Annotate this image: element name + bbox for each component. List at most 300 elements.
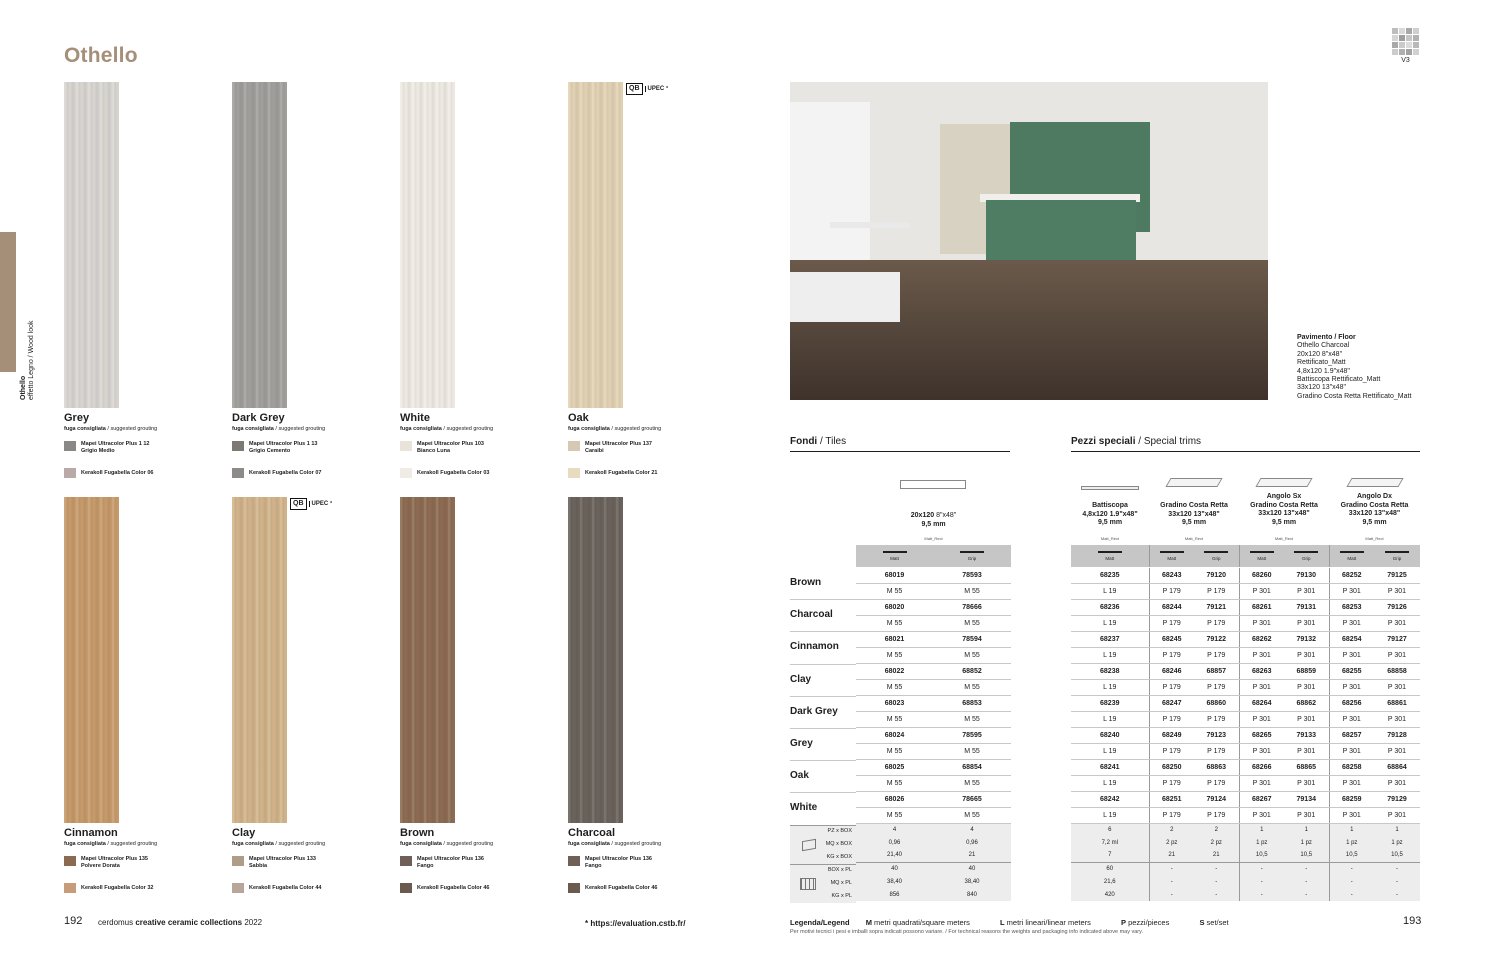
row-divider xyxy=(790,760,856,761)
product-code: 68246 xyxy=(1149,663,1194,679)
packing-row xyxy=(856,888,1011,901)
grip-finish-label: Grip xyxy=(967,555,977,561)
sales-unit: P 301 xyxy=(1239,647,1284,663)
legend-key: L xyxy=(1000,918,1005,927)
sales-unit: M 55 xyxy=(933,615,1011,631)
grip-finish-header xyxy=(1374,545,1420,567)
packing-value: 1 xyxy=(1239,823,1284,836)
grout-color-swatch xyxy=(232,468,244,478)
packing-row xyxy=(1071,875,1420,888)
color-row-label: Brown xyxy=(790,577,822,588)
table-row xyxy=(856,711,1011,727)
row-divider xyxy=(790,664,856,665)
grip-finish-icon xyxy=(1204,551,1228,555)
product-code: 79130 xyxy=(1284,567,1329,583)
product-code: 78665 xyxy=(933,791,1011,807)
product-code: 68264 xyxy=(1239,695,1284,711)
packing-row xyxy=(1071,862,1420,875)
product-code: 68242 xyxy=(1071,791,1149,807)
legend-key: P xyxy=(1120,918,1126,927)
sales-unit: P 301 xyxy=(1284,583,1329,599)
section-tab xyxy=(0,232,16,372)
grouting-note-en: / suggested grouting xyxy=(441,841,494,847)
sales-unit: L 19 xyxy=(1071,615,1149,631)
table-row xyxy=(856,727,1011,743)
table-row xyxy=(856,791,1011,807)
packing-row xyxy=(1071,849,1420,862)
packing-value: 10,5 xyxy=(1329,849,1374,862)
sales-unit: P 301 xyxy=(1284,807,1329,823)
trim-header xyxy=(1149,502,1239,528)
tile-name: Cinnamon xyxy=(64,827,118,839)
product-code: 79121 xyxy=(1194,599,1239,615)
step-shape-icon xyxy=(1346,478,1403,487)
sales-unit: P 301 xyxy=(1329,743,1374,759)
fondi-size: 20x120 xyxy=(910,512,935,519)
table-row xyxy=(856,759,1011,775)
grout-option-label: Kerakoll Fugabella Color 46 xyxy=(417,885,490,891)
tile-swatch-6 xyxy=(400,497,455,823)
row-divider xyxy=(790,792,856,793)
packing-value: 38,40 xyxy=(856,875,933,888)
product-code: 79120 xyxy=(1194,567,1239,583)
trims-title-bold: Pezzi speciali xyxy=(1071,436,1136,447)
sales-unit: P 301 xyxy=(1329,615,1374,631)
packing-divider xyxy=(790,864,856,865)
product-code: 68245 xyxy=(1149,631,1194,647)
tile-swatch-7 xyxy=(568,497,623,823)
packing-label: PZ x BOX xyxy=(827,828,852,834)
product-code: 68857 xyxy=(1194,663,1239,679)
grouting-note xyxy=(400,426,493,432)
sales-unit: L 19 xyxy=(1071,743,1149,759)
caption-line: Othello Charcoal xyxy=(1297,342,1350,350)
trim-corner: Angolo Dx xyxy=(1357,493,1392,500)
grout-option-label: Mapei Ultracolor Plus 136 Fango xyxy=(417,856,484,869)
packing-value: 10,5 xyxy=(1284,849,1329,862)
product-code: 78593 xyxy=(933,567,1011,583)
packing-value: 10,5 xyxy=(1374,849,1420,862)
packing-value: - xyxy=(1284,875,1329,888)
grout-option xyxy=(400,468,489,478)
sales-unit: L 19 xyxy=(1071,583,1149,599)
table-row xyxy=(856,583,1011,599)
sales-unit: P 301 xyxy=(1374,583,1420,599)
product-code: 68025 xyxy=(856,759,933,775)
trim-name: Gradino Costa Retta xyxy=(1160,502,1228,509)
trim-name: Gradino Costa Retta xyxy=(1250,501,1318,509)
product-code: 79127 xyxy=(1374,631,1420,647)
product-code: 79134 xyxy=(1284,791,1329,807)
tile-name: Clay xyxy=(232,827,256,839)
packing-label: KG x PL xyxy=(831,893,852,899)
product-code: 68239 xyxy=(1071,695,1149,711)
tile-swatch-1 xyxy=(232,82,287,408)
sales-unit: L 19 xyxy=(1071,679,1149,695)
trim-thickness: 9,5 mm xyxy=(1271,518,1297,526)
grout-option-label: Mapei Ultracolor Plus 1 12 Grigio Medio xyxy=(81,441,150,454)
packing-value: 38,40 xyxy=(933,875,1011,888)
grout-option-label: Kerakoll Fugabella Color 44 xyxy=(249,885,322,891)
grouting-note-en: / suggested grouting xyxy=(609,426,662,432)
sales-unit: L 19 xyxy=(1071,775,1149,791)
sales-unit: M 55 xyxy=(933,775,1011,791)
product-code: 68267 xyxy=(1239,791,1284,807)
product-code: 68240 xyxy=(1071,727,1149,743)
product-code: 68238 xyxy=(1071,663,1149,679)
legend-key: S xyxy=(1199,918,1205,927)
matt-finish-label: Matt xyxy=(1105,555,1115,561)
packing-value: - xyxy=(1329,862,1374,875)
packing-value: - xyxy=(1239,875,1284,888)
grouting-note-it: fuga consigliata xyxy=(568,841,610,847)
sales-unit: P 179 xyxy=(1194,807,1239,823)
packing-row xyxy=(856,862,1011,875)
fondi-size-in: 8"x48" xyxy=(934,512,957,519)
sales-unit: P 179 xyxy=(1194,679,1239,695)
sales-unit: P 179 xyxy=(1149,679,1194,695)
product-code: 68864 xyxy=(1374,759,1420,775)
grout-option xyxy=(568,856,652,870)
product-code: 68262 xyxy=(1239,631,1284,647)
grouting-note-en: / suggested grouting xyxy=(273,426,326,432)
trims-header-row xyxy=(1071,545,1420,567)
product-code: 68852 xyxy=(933,663,1011,679)
grouting-note xyxy=(568,841,661,847)
product-code: 79129 xyxy=(1374,791,1420,807)
packing-value: 7,2 ml xyxy=(1071,836,1149,849)
footer-url-link[interactable]: * https://evaluation.cstb.fr/ xyxy=(585,919,686,928)
packing-label: KG x BOX xyxy=(826,854,852,860)
sales-unit: M 55 xyxy=(856,615,933,631)
section-label-name: Othello xyxy=(20,375,27,400)
tile-swatch-3 xyxy=(568,82,623,408)
packing-value: - xyxy=(1374,888,1420,901)
table-row xyxy=(856,807,1011,823)
grout-option-label: Kerakoll Fugabella Color 07 xyxy=(249,470,322,476)
product-code: 68860 xyxy=(1194,695,1239,711)
grout-color-swatch xyxy=(400,883,412,893)
fondi-header xyxy=(856,512,1011,529)
packing-value: 2 pz xyxy=(1194,836,1239,849)
table-row xyxy=(856,567,1011,583)
legend-text: metri quadrati/square meters xyxy=(871,918,970,927)
tile-swatch-5 xyxy=(232,497,287,823)
sales-unit: P 301 xyxy=(1239,679,1284,695)
table-row xyxy=(1071,631,1420,647)
grout-option xyxy=(232,468,321,478)
table-row xyxy=(856,775,1011,791)
product-code: 68261 xyxy=(1239,599,1284,615)
grip-finish-icon xyxy=(1294,551,1318,555)
sales-unit: P 301 xyxy=(1374,615,1420,631)
sales-unit: M 55 xyxy=(856,647,933,663)
product-code: 79126 xyxy=(1374,599,1420,615)
product-code: 68258 xyxy=(1329,759,1374,775)
v3-label: V3 xyxy=(1401,57,1410,64)
sales-unit: P 179 xyxy=(1149,647,1194,663)
packing-value: 21 xyxy=(933,849,1011,862)
product-code: 68858 xyxy=(1374,663,1420,679)
sales-unit: P 301 xyxy=(1374,807,1420,823)
fondi-section-title xyxy=(790,436,846,447)
product-code: 68020 xyxy=(856,599,933,615)
packing-value: - xyxy=(1239,888,1284,901)
product-code: 68251 xyxy=(1149,791,1194,807)
cert-qb: QB xyxy=(290,498,307,510)
table-row xyxy=(1071,727,1420,743)
fondi-header-row xyxy=(856,545,1011,567)
tile-name: Grey xyxy=(64,412,90,424)
product-code: 68235 xyxy=(1071,567,1149,583)
step-shape-icon xyxy=(1165,478,1222,487)
trim-size: 33x120 13"x48" xyxy=(1258,510,1310,517)
fondi-thickness: 9,5 mm xyxy=(921,520,946,528)
grout-color-swatch xyxy=(232,441,244,451)
cert-upec: UPEC xyxy=(645,86,665,92)
packing-value: - xyxy=(1284,862,1329,875)
legend-item xyxy=(1199,918,1242,927)
grout-option xyxy=(232,856,316,870)
product-code: 68259 xyxy=(1329,791,1374,807)
table-row xyxy=(856,743,1011,759)
row-divider xyxy=(790,696,856,697)
packing-value: 1 xyxy=(1284,823,1329,836)
packing-row xyxy=(856,823,1011,836)
caption-line: Rettificato_Matt xyxy=(1297,359,1346,367)
grout-color-swatch xyxy=(568,441,580,451)
tile-name: Brown xyxy=(400,827,435,839)
legend-key: M xyxy=(865,918,872,927)
product-code: 68865 xyxy=(1284,759,1329,775)
grouting-note-it: fuga consigliata xyxy=(400,426,442,432)
color-row-label: Charcoal xyxy=(790,609,833,621)
packing-value: 4 xyxy=(856,823,933,836)
grip-finish-label: Grip xyxy=(1392,555,1402,561)
packing-value: 2 xyxy=(1194,823,1239,836)
product-code: 79122 xyxy=(1194,631,1239,647)
sales-unit: P 179 xyxy=(1194,583,1239,599)
page-number-left: 192 xyxy=(64,915,83,927)
ambience-photo xyxy=(790,82,1268,400)
sales-unit: P 301 xyxy=(1329,679,1374,695)
product-code: 68260 xyxy=(1239,567,1284,583)
product-code: 68257 xyxy=(1329,727,1374,743)
tile-name: Oak xyxy=(568,412,589,424)
table-row xyxy=(1071,647,1420,663)
table-row xyxy=(856,695,1011,711)
table-row xyxy=(1071,599,1420,615)
sales-unit: M 55 xyxy=(933,583,1011,599)
packing-value: 1 xyxy=(1329,823,1374,836)
caption-line: Battiscopa Rettificato_Matt xyxy=(1297,376,1381,384)
color-row-label: Grey xyxy=(790,738,813,749)
grip-finish-header xyxy=(1194,545,1239,567)
packing-row xyxy=(1071,823,1420,836)
footer-year: 2022 xyxy=(242,918,263,927)
product-code: 68863 xyxy=(1194,759,1239,775)
sales-unit: M 55 xyxy=(933,807,1011,823)
grout-color-swatch xyxy=(232,883,244,893)
grouting-note-en: / suggested grouting xyxy=(441,426,494,432)
grout-option-label: Mapei Ultracolor Plus 133 Sabbia xyxy=(249,856,316,869)
trim-header xyxy=(1329,493,1420,527)
legend-item xyxy=(1121,918,1183,927)
section-label-sub: effetto Legno / Wood look xyxy=(28,320,35,400)
packing-row xyxy=(1071,836,1420,849)
grip-finish-icon xyxy=(960,551,984,555)
color-row-label: Clay xyxy=(790,673,812,685)
grouting-note xyxy=(232,841,325,847)
table-row xyxy=(1071,663,1420,679)
packing-value: 1 pz xyxy=(1329,836,1374,849)
packing-value: 21,6 xyxy=(1071,875,1149,888)
trim-thickness: 9,5 mm xyxy=(1181,519,1207,526)
table-row xyxy=(1071,775,1420,791)
packing-label: MQ x BOX xyxy=(825,841,852,847)
table-row xyxy=(1071,807,1420,823)
legend-text: set/set xyxy=(1204,918,1229,927)
grout-option-label: Mapei Ultracolor Plus 135 Polvere Dorata xyxy=(81,856,148,869)
row-divider xyxy=(790,599,856,600)
product-code: 79131 xyxy=(1284,599,1329,615)
sales-unit: P 301 xyxy=(1239,583,1284,599)
v3-variation-icon xyxy=(1392,28,1420,64)
section-label xyxy=(20,200,36,400)
sales-unit: P 179 xyxy=(1149,807,1194,823)
sales-unit: P 301 xyxy=(1284,615,1329,631)
table-row xyxy=(856,631,1011,647)
grout-option-label: Kerakoll Fugabella Color 06 xyxy=(81,470,154,476)
legend-item xyxy=(790,918,850,927)
grout-option xyxy=(64,468,153,478)
packing-value: - xyxy=(1374,862,1420,875)
sales-unit: P 301 xyxy=(1284,775,1329,791)
matt-finish-label: Matt xyxy=(1167,555,1177,561)
legend-text: pezzi/pieces xyxy=(1125,918,1170,927)
grout-option xyxy=(64,883,153,893)
grouting-note-en: / suggested grouting xyxy=(105,841,158,847)
legend-item xyxy=(866,918,984,927)
color-row-label: White xyxy=(790,802,818,814)
grouting-note xyxy=(64,426,157,432)
sales-unit: P 179 xyxy=(1194,711,1239,727)
product-code: 68263 xyxy=(1239,663,1284,679)
grout-color-swatch xyxy=(64,856,76,866)
skirting-shape-icon xyxy=(1081,486,1139,490)
product-code: 78666 xyxy=(933,599,1011,615)
sales-unit: M 55 xyxy=(856,775,933,791)
grout-option-label: Mapei Ultracolor Plus 1 13 Grigio Cemento xyxy=(249,441,318,454)
packing-label: BOX x PL xyxy=(827,867,852,873)
tile-swatch-0 xyxy=(64,82,119,408)
grouting-note xyxy=(400,841,493,847)
grouting-note-it: fuga consigliata xyxy=(64,841,106,847)
product-code: 79125 xyxy=(1374,567,1420,583)
grout-option xyxy=(400,856,484,870)
packing-value: 1 pz xyxy=(1374,836,1420,849)
row-divider xyxy=(790,728,856,729)
grout-option xyxy=(400,441,484,455)
grout-color-swatch xyxy=(400,468,412,478)
product-code: 79132 xyxy=(1284,631,1329,647)
packing-value: 420 xyxy=(1071,888,1149,901)
grout-color-swatch xyxy=(64,468,76,478)
table-row xyxy=(1071,583,1420,599)
product-code: 78595 xyxy=(933,727,1011,743)
sales-unit: P 301 xyxy=(1329,583,1374,599)
grip-finish-header xyxy=(933,545,1011,567)
sales-unit: P 179 xyxy=(1194,775,1239,791)
caption-heading: Pavimento / Floor xyxy=(1297,334,1356,341)
table-row xyxy=(1071,743,1420,759)
product-code: 68859 xyxy=(1284,663,1329,679)
grout-option xyxy=(568,883,657,893)
cert-star: * xyxy=(666,86,669,92)
product-code: 68026 xyxy=(856,791,933,807)
sales-unit: P 301 xyxy=(1284,647,1329,663)
trim-thickness: 9,5 mm xyxy=(1097,519,1123,526)
sales-unit: M 55 xyxy=(933,743,1011,759)
grout-option xyxy=(232,441,317,455)
tile-shape-icon xyxy=(900,480,966,489)
packing-row xyxy=(856,836,1011,849)
product-code: 68024 xyxy=(856,727,933,743)
trim-corner: Angolo Sx xyxy=(1266,493,1302,500)
sales-unit: P 301 xyxy=(1239,615,1284,631)
packing-value: - xyxy=(1149,862,1194,875)
product-code: 68249 xyxy=(1149,727,1194,743)
grip-finish-label: Grip xyxy=(1211,555,1221,561)
photo-caption xyxy=(1297,334,1411,401)
sales-unit: M 55 xyxy=(856,679,933,695)
tile-name: White xyxy=(400,412,430,424)
cert-upec: UPEC xyxy=(309,501,329,507)
product-code: 68021 xyxy=(856,631,933,647)
trims-title-rest: / Special trims xyxy=(1135,436,1202,447)
trim-name: Gradino Costa Retta xyxy=(1340,501,1409,509)
grouting-note-it: fuga consigliata xyxy=(64,426,106,432)
trims-section-title xyxy=(1071,436,1201,447)
matt-finish-header xyxy=(1329,545,1374,567)
grout-option-label: Mapei Ultracolor Plus 137 Caraibi xyxy=(585,441,652,454)
packing-value: 7 xyxy=(1071,849,1149,862)
footer-collection: creative ceramic collections xyxy=(135,918,243,927)
sales-unit: P 301 xyxy=(1374,775,1420,791)
packing-value: - xyxy=(1194,875,1239,888)
legend-text: metri lineari/linear meters xyxy=(1004,918,1091,927)
grout-color-swatch xyxy=(232,856,244,866)
trim-finish: Matt_Rect xyxy=(1365,536,1384,541)
sales-unit: L 19 xyxy=(1071,647,1149,663)
packing-value: 840 xyxy=(933,888,1011,901)
cert-qb: QB xyxy=(626,83,643,95)
trim-finish: Matt_Rect xyxy=(1100,536,1120,541)
packing-value: - xyxy=(1284,888,1329,901)
product-code: 68250 xyxy=(1149,759,1194,775)
table-row xyxy=(856,647,1011,663)
table-row xyxy=(1071,567,1420,583)
matt-finish-icon xyxy=(883,551,907,555)
product-code: 68023 xyxy=(856,695,933,711)
caption-line: 20x120 8"x48" xyxy=(1297,350,1343,358)
matt-finish-icon xyxy=(1340,551,1364,555)
grouting-note xyxy=(568,426,661,432)
packing-value: - xyxy=(1329,875,1374,888)
trim-header xyxy=(1239,493,1329,527)
packing-value: 856 xyxy=(856,888,933,901)
table-row xyxy=(856,615,1011,631)
